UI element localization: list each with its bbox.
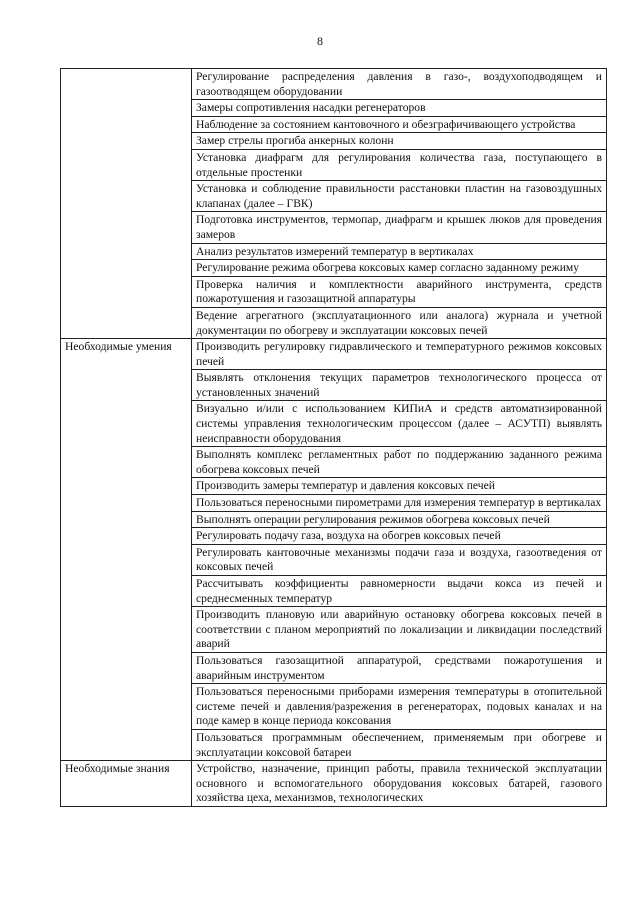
- requirement-item: Установка диафрагм для регулирования количества газа, поступающего в отдельные простенки: [192, 149, 607, 180]
- requirement-item: Регулирование режима обогрева коксовых камер согласно заданному режиму: [192, 260, 607, 277]
- section-label: Необходимые умения: [61, 339, 192, 761]
- section-label: Необходимые знания: [61, 761, 192, 807]
- requirement-item: Выполнять комплекс регламентных работ по поддержанию заданного режима обогрева коксовых печей: [192, 447, 607, 478]
- requirement-item: Проверка наличия и комплектности аварийного инструмента, средств пожаротушения и газозащитной аппаратуры: [192, 276, 607, 307]
- requirement-item: Пользоваться газозащитной аппаратурой, средствами пожаротушения и аварийным инструментом: [192, 652, 607, 683]
- page-bottom-fade: [0, 885, 640, 905]
- requirements-table-body: [61, 69, 607, 807]
- requirement-item: Пользоваться программным обеспечением, применяемым при обогреве и эксплуатации коксовой батареи: [192, 729, 607, 760]
- table-row: [61, 761, 607, 807]
- requirement-item: Визуально и/или с использованием КИПиА и средств автоматизированной системы управления технологическим процессом (далее – АСУТП) выявлять неисправности оборудования: [192, 401, 607, 447]
- table-row: [61, 69, 607, 100]
- requirement-item: Наблюдение за состоянием кантовочного и обезграфичивающего устройства: [192, 116, 607, 133]
- requirement-item: Подготовка инструментов, термопар, диафрагм и крышек люков для проведения замеров: [192, 212, 607, 243]
- requirement-item: Производить плановую или аварийную остановку обогрева коксовых печей в соответствии с планом мероприятий по локализации и ликвидации последствий аварий: [192, 607, 607, 653]
- requirement-item: Регулировать кантовочные механизмы подачи газа и воздуха, газоотведения от коксовых печей: [192, 544, 607, 575]
- table-row: [61, 339, 607, 370]
- requirement-item: Регулировать подачу газа, воздуха на обогрев коксовых печей: [192, 528, 607, 545]
- requirements-table: [60, 68, 607, 807]
- requirement-item: Устройство, назначение, принцип работы, правила технической эксплуатации основного и вспомогательного оборудования коксовых батарей, газового хозяйства цеха, механизмов, технологических: [192, 761, 607, 807]
- requirement-item: Установка и соблюдение правильности расстановки пластин на газовоздушных клапанах (далее – ГВК): [192, 181, 607, 212]
- page-number: 8: [317, 34, 323, 48]
- requirement-item: Производить замеры температур и давления коксовых печей: [192, 478, 607, 495]
- requirement-item: Замер стрелы прогиба анкерных колонн: [192, 133, 607, 150]
- requirement-item: Производить регулировку гидравлического и температурного режимов коксовых печей: [192, 339, 607, 370]
- requirement-item: Пользоваться переносными пирометрами для измерения температур в вертикалах: [192, 495, 607, 512]
- requirement-item: Анализ результатов измерений температур в вертикалах: [192, 243, 607, 260]
- requirement-item: Выполнять операции регулирования режимов обогрева коксовых печей: [192, 511, 607, 528]
- section-label: [61, 69, 192, 339]
- requirement-item: Замеры сопротивления насадки регенераторов: [192, 100, 607, 117]
- requirement-item: Пользоваться переносными приборами измерения температуры в отопительной системе печей и давления/разрежения в регенераторах, подовых каналах и на поде камер в конце периода коксования: [192, 684, 607, 730]
- requirement-item: Ведение агрегатного (эксплуатационного или аналога) журнала и учетной документации по обогреву и эксплуатации коксовых печей: [192, 307, 607, 338]
- requirement-item: Выявлять отклонения текущих параметров технологического процесса от установленных значений: [192, 370, 607, 401]
- requirement-item: Регулирование распределения давления в газо-, воздухоподводящем и газоотводящем оборудовании: [192, 69, 607, 100]
- requirement-item: Рассчитывать коэффициенты равномерности выдачи кокса из печей и среднесменных температур: [192, 576, 607, 607]
